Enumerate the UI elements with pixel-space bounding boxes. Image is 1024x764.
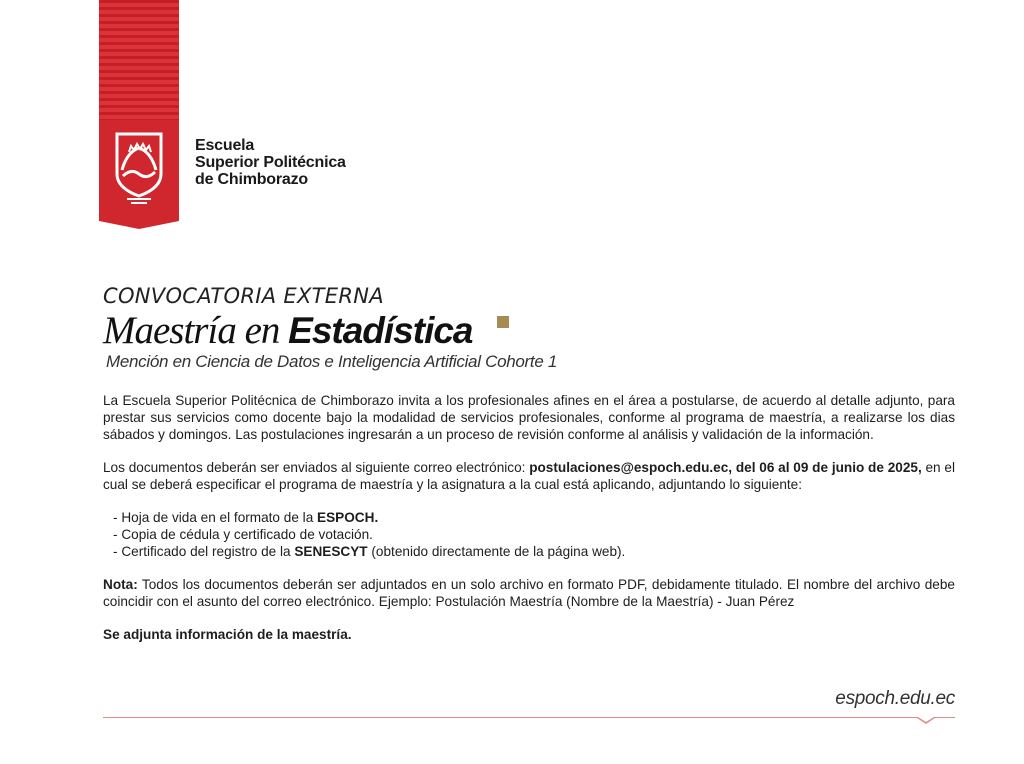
call-title: CONVOCATORIA EXTERNA (103, 284, 384, 308)
list-item (113, 543, 955, 560)
requirement-bold: SENESCYT (294, 544, 368, 559)
documents-suffix: en el cual se deberá especificar el programa de maestría y la asignatura a la cual está aplicando, adjuntando lo siguiente: (103, 460, 955, 492)
note-text: Todos los documentos deberán ser adjuntados en un solo archivo en formato PDF, debidamente titulado. El nombre del archivo debe coincidir con el asunto del correo electrónico. Ejemplo: Postulación Maestría (Nombre de la Maestría) - Juan Pérez (103, 577, 955, 609)
note-paragraph (103, 576, 955, 610)
intro-paragraph: La Escuela Superior Politécnica de Chimborazo invita a los profesionales afines en el área a postularse, de acuerdo al detalle adjunto, para prestar sus servicios como docente bajo la modalidad de servicios profesionales, conforme al programa de maestría, a realizarse los dias sábados y domingos. Las postulaciones ingresarán a un proceso de revisión conforme al análisis y validación de la información. (103, 393, 955, 442)
requirement-text: Copia de cédula y certificado de votación. (121, 527, 373, 542)
announcement-body (103, 392, 955, 659)
program-prefix: Maestría en (103, 309, 289, 352)
accent-square (497, 316, 509, 328)
requirement-bold: ESPOCH. (317, 510, 379, 525)
email-and-dates: postulaciones@espoch.edu.ec, del 06 al 09 de junio de 2025, (529, 460, 922, 475)
documents-prefix: Los documentos deberán ser enviados al siguiente correo electrónico: (103, 460, 530, 475)
institution-name-line: Superior Politécnica (195, 154, 346, 171)
closing-paragraph (103, 626, 955, 643)
requirements-list (103, 509, 955, 560)
list-item (113, 526, 955, 543)
closing-text: Se adjunta información de la maestría. (103, 627, 352, 642)
list-item (113, 509, 955, 526)
program-name: Estadística (288, 310, 473, 351)
requirement-text: Certificado del registro de la (121, 544, 295, 559)
institution-name (195, 137, 346, 188)
institution-name-line: de Chimborazo (195, 171, 308, 188)
banner-stripes (99, 0, 179, 120)
footer-divider (103, 717, 955, 718)
institution-logo-banner (99, 0, 179, 221)
website-link[interactable]: espoch.edu.ec (835, 688, 955, 709)
requirement-text: (obtenido directamente de la página web). (367, 544, 626, 559)
program-title (103, 308, 473, 353)
requirement-text: Hoja de vida en el formato de la (121, 510, 318, 525)
note-label: Nota: (103, 577, 138, 592)
institution-name-line: Escuela (195, 137, 255, 154)
documents-paragraph (103, 459, 955, 493)
shield-emblem-icon (113, 130, 165, 206)
program-mention: Mención en Ciencia de Datos e Inteligencia Artificial Cohorte 1 (106, 352, 558, 371)
footer-notch (917, 718, 935, 724)
banner-tip (99, 221, 179, 229)
